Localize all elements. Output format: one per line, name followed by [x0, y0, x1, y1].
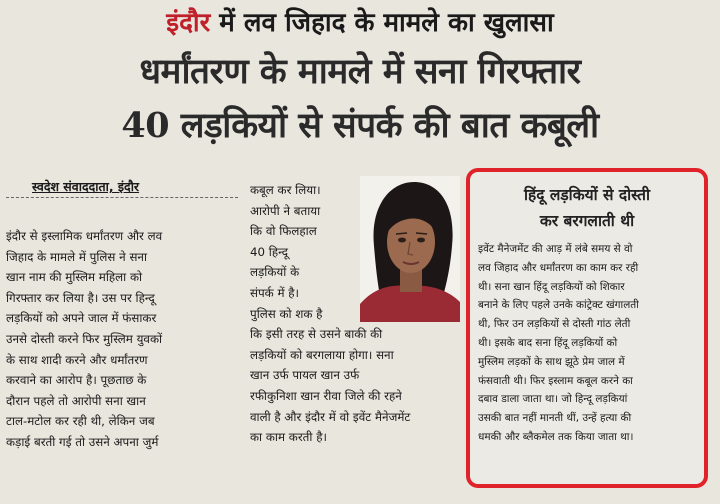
article-line: कि इसी तरह से उसने बाकी की — [250, 327, 383, 342]
headline-sub: 40 लड़कियों से संपर्क की बात कबूली — [121, 105, 599, 146]
sidebar-line: मुस्लिम लड़कों के साथ झूठे प्रेम जाल में — [478, 355, 625, 368]
article-line: जिहाद के मामले में पुलिस ने सना — [6, 249, 148, 264]
article-line: इंदौर से इस्लामिक धर्मांतरण और लव — [6, 229, 163, 243]
sidebar-line: थी। सना खान हिंदू लड़कियों को शिकार — [478, 280, 625, 293]
article-line: कि वो फिलहाल — [250, 224, 317, 239]
article-line: 40 हिन्दू — [250, 244, 288, 259]
article-line: संपर्क में है। — [250, 285, 300, 300]
article-line: का काम करती है। — [250, 430, 327, 445]
article-line: कबूल कर लिया। — [250, 183, 321, 197]
article-line: खान नाम की मुस्लिम महिला को — [6, 270, 143, 285]
sidebar-heading-line2: कर बरगलाती थी — [539, 211, 635, 230]
article-line: कड़ाई बरती गई तो उसने अपना जुर्म — [6, 434, 159, 449]
article-line: करवाने का आरोप है। पूछताछ के — [6, 373, 147, 388]
sidebar-line: लव जिहाद और धर्मांतरण का काम कर रही — [478, 261, 639, 274]
byline-divider — [6, 197, 238, 198]
article-line: लड़कियों के — [250, 265, 300, 280]
article-line: पुलिस को शक है — [250, 306, 323, 321]
article-line: टाल-मटोल कर रही थी, लेकिन जब — [6, 414, 155, 429]
sidebar-line: धमकी और ब्लैकमेल तक किया जाता था। — [478, 430, 634, 443]
sidebar-line: दबाव डाला जाता था। जो हिन्दू लड़कियां — [478, 393, 628, 406]
headline-main: धर्मांतरण के मामले में सना गिरफ्तार — [139, 51, 581, 92]
sidebar-line: बनाने के लिए पहले उनके कांट्रेक्ट खंगालती — [478, 299, 639, 312]
portrait-image — [360, 176, 460, 322]
article-line: लड़कियों को अपने जाल में फंसाकर — [6, 311, 157, 326]
article-line: गिरफ्तार कर लिया है। उस पर हिन्दू — [6, 290, 155, 305]
sidebar-line: थी, फिर उन लड़कियों से दोस्ती गांठ लेती — [478, 318, 631, 331]
article-line: वाली है और इंदौर में वो इवेंट मैनेजमेंट — [250, 409, 411, 424]
sidebar-line: इवेंट मैनेजमेंट की आड़ में लंबे समय से वो — [478, 243, 633, 255]
article-line: रफीकुनिशा खान रीवा जिले की रहने — [250, 388, 402, 403]
article-line: के साथ शादी करने और धर्मांतरण — [6, 352, 148, 367]
article-line: दौरान पहले तो आरोपी सना खान — [6, 393, 146, 408]
sidebar-line: उसकी बात नहीं मानती थीं, उन्हें हत्या की — [478, 412, 632, 425]
article-line: आरोपी ने बताया — [250, 203, 321, 218]
headline-kicker-text: में लव जिहाद के मामले का खुलासा — [210, 8, 554, 38]
article-line: लड़कियों को बरगलाया होगा। सना — [250, 347, 394, 362]
byline: स्वदेश संवाददाता, इंदौर — [32, 179, 140, 194]
article-column-1 — [6, 226, 244, 453]
headline-kicker — [0, 6, 720, 40]
accused-photo — [360, 176, 460, 322]
sidebar-box — [466, 168, 708, 488]
article-line: उनसे दोस्ती करने फिर मुस्लिम युवकों — [6, 331, 163, 346]
sidebar-line: फंसवाती थी। फिर इस्लाम कबूल करने का — [478, 374, 633, 387]
sidebar-body — [478, 240, 704, 447]
article-line: खान उर्फ पायल खान उर्फ — [250, 368, 360, 383]
headline-kicker-city: इंदौर — [166, 8, 211, 38]
sidebar-line: थी। इसके बाद सना हिंदू लड़कियों को — [478, 336, 618, 349]
sidebar-heading-line1: हिंदू लड़कियों से दोस्ती — [524, 185, 650, 204]
